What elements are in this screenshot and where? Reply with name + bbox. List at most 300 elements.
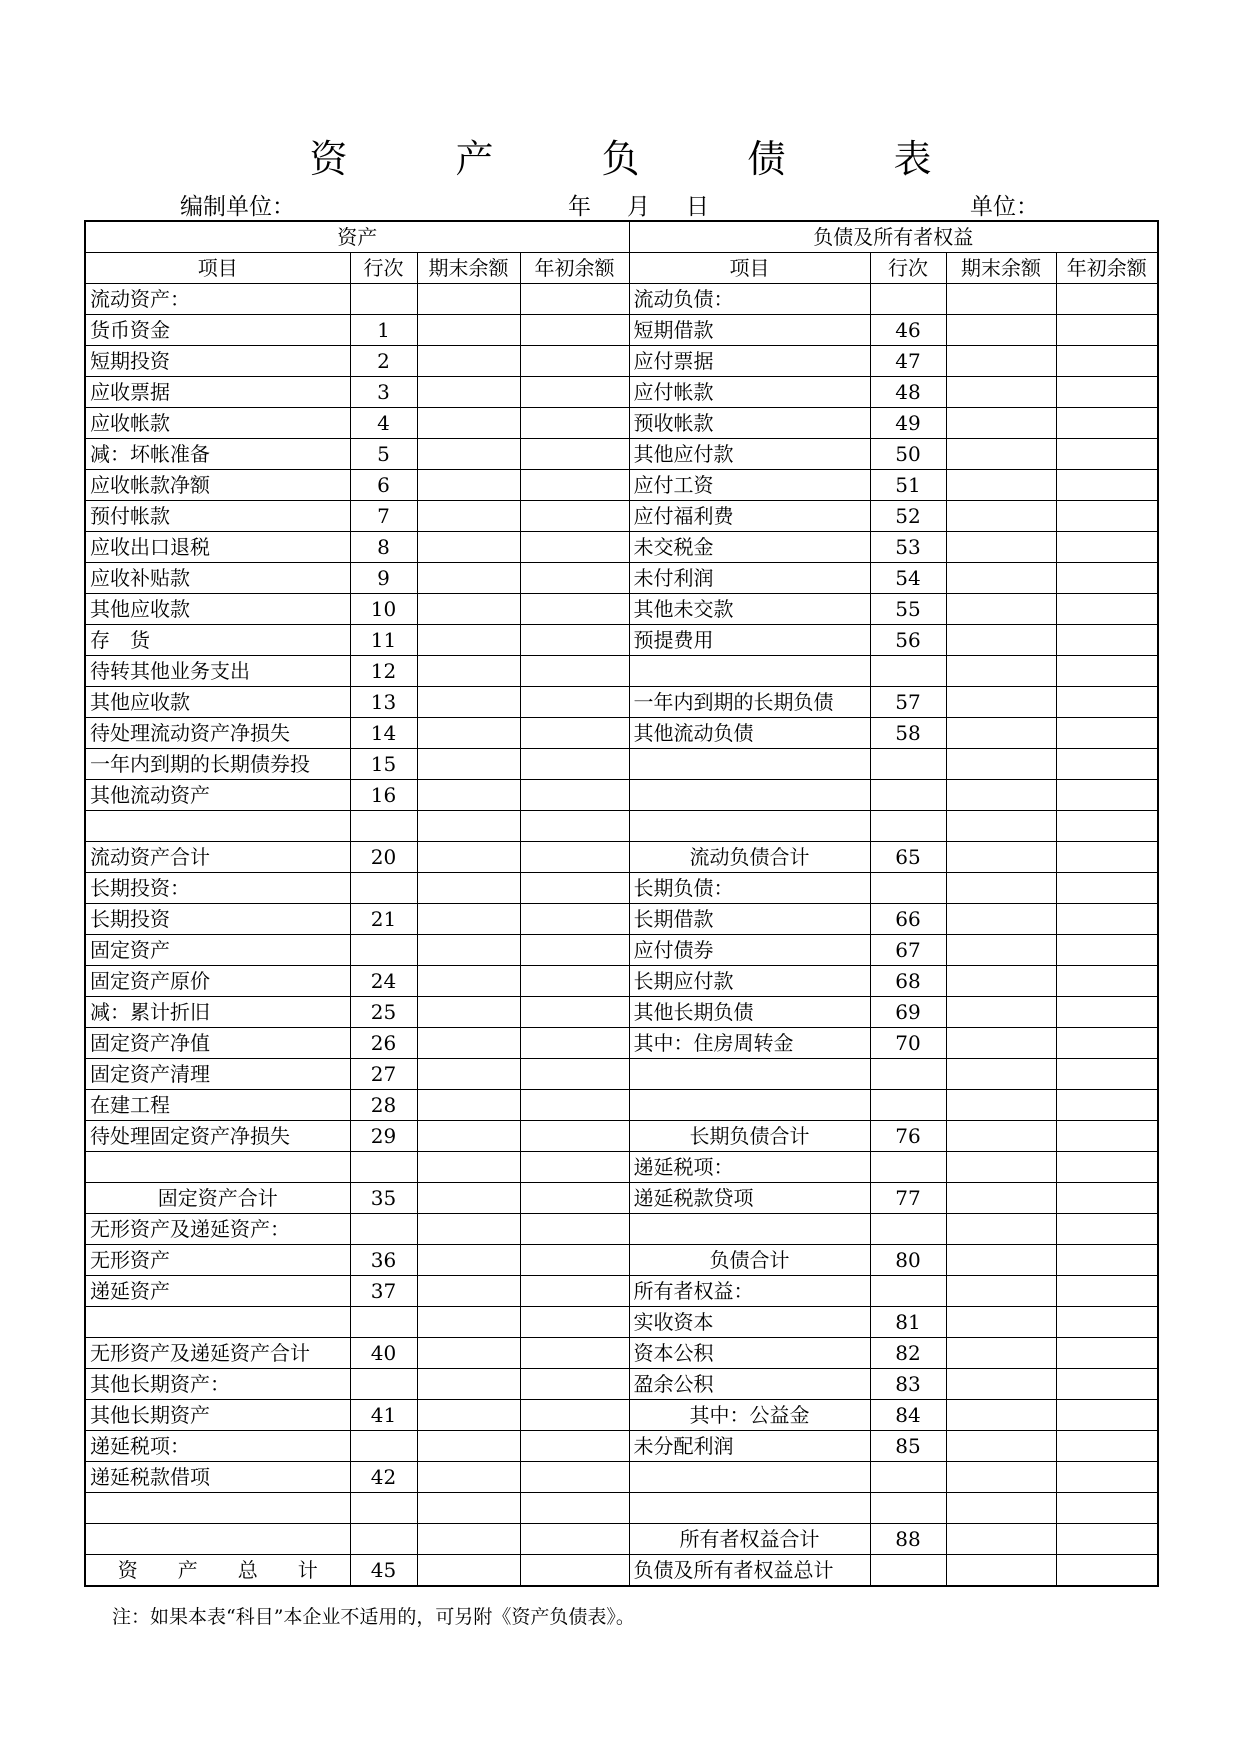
asset-end-balance[interactable] <box>417 1028 520 1059</box>
liability-line-no: 81 <box>870 1307 946 1338</box>
liability-item: 长期负债合计 <box>629 1121 870 1152</box>
liability-line-no: 69 <box>870 997 946 1028</box>
asset-end-balance[interactable] <box>417 749 520 780</box>
asset-begin-balance[interactable] <box>520 1462 629 1493</box>
liability-begin-balance[interactable] <box>1056 315 1158 346</box>
liability-end-balance[interactable] <box>946 1524 1056 1555</box>
liability-end-balance[interactable] <box>946 625 1056 656</box>
asset-end-balance[interactable] <box>417 346 520 377</box>
section-header-row <box>85 221 1158 253</box>
liability-begin-balance[interactable] <box>1056 1121 1158 1152</box>
asset-end-balance[interactable] <box>417 377 520 408</box>
asset-item: 存 货 <box>85 625 350 656</box>
asset-item: 其他应收款 <box>85 594 350 625</box>
asset-end-balance[interactable] <box>417 1214 520 1245</box>
col-header-line-no: 行次 <box>350 253 417 284</box>
liability-begin-balance[interactable] <box>1056 284 1158 315</box>
asset-end-balance[interactable] <box>417 315 520 346</box>
title-char: 产 <box>455 137 494 181</box>
liability-item: 负债合计 <box>629 1245 870 1276</box>
liability-end-balance[interactable] <box>946 966 1056 997</box>
liability-begin-balance[interactable] <box>1056 1276 1158 1307</box>
liability-line-no: 52 <box>870 501 946 532</box>
asset-end-balance[interactable] <box>417 1059 520 1090</box>
liability-begin-balance[interactable] <box>1056 439 1158 470</box>
liability-item: 其中：住房周转金 <box>629 1028 870 1059</box>
asset-item: 其他长期资产 <box>85 1400 350 1431</box>
liability-begin-balance[interactable] <box>1056 1059 1158 1090</box>
table-row <box>85 1059 1158 1090</box>
asset-line-no: 27 <box>350 1059 417 1090</box>
asset-begin-balance[interactable] <box>520 1214 629 1245</box>
liability-end-balance[interactable] <box>946 1462 1056 1493</box>
asset-begin-balance[interactable] <box>520 1555 629 1587</box>
liability-end-balance[interactable] <box>946 377 1056 408</box>
asset-end-balance[interactable] <box>417 842 520 873</box>
asset-end-balance[interactable] <box>417 1462 520 1493</box>
asset-end-balance[interactable] <box>417 1400 520 1431</box>
asset-end-balance[interactable] <box>417 1276 520 1307</box>
liability-end-balance[interactable] <box>946 873 1056 904</box>
asset-begin-balance[interactable] <box>520 1059 629 1090</box>
liability-begin-balance[interactable] <box>1056 1245 1158 1276</box>
table-row <box>85 284 1158 315</box>
asset-begin-balance[interactable] <box>520 656 629 687</box>
liability-item: 其他长期负债 <box>629 997 870 1028</box>
asset-begin-balance[interactable] <box>520 1276 629 1307</box>
liability-line-no: 54 <box>870 563 946 594</box>
asset-line-no: 25 <box>350 997 417 1028</box>
table-row <box>85 1524 1158 1555</box>
liability-begin-balance[interactable] <box>1056 966 1158 997</box>
liability-begin-balance[interactable] <box>1056 1493 1158 1524</box>
asset-begin-balance[interactable] <box>520 377 629 408</box>
liability-line-no <box>870 1090 946 1121</box>
asset-begin-balance[interactable] <box>520 346 629 377</box>
asset-end-balance[interactable] <box>417 1090 520 1121</box>
asset-begin-balance[interactable] <box>520 1431 629 1462</box>
asset-end-balance[interactable] <box>417 1338 520 1369</box>
asset-end-balance[interactable] <box>417 563 520 594</box>
table-row <box>85 935 1158 966</box>
liability-begin-balance[interactable] <box>1056 904 1158 935</box>
asset-end-balance[interactable] <box>417 966 520 997</box>
asset-begin-balance[interactable] <box>520 1307 629 1338</box>
liability-begin-balance[interactable] <box>1056 594 1158 625</box>
table-row <box>85 780 1158 811</box>
liability-begin-balance[interactable] <box>1056 1400 1158 1431</box>
liability-end-balance[interactable] <box>946 997 1056 1028</box>
liability-begin-balance[interactable] <box>1056 687 1158 718</box>
table-row <box>85 532 1158 563</box>
liability-end-balance[interactable] <box>946 1431 1056 1462</box>
asset-line-no: 20 <box>350 842 417 873</box>
asset-begin-balance[interactable] <box>520 439 629 470</box>
asset-begin-balance[interactable] <box>520 1369 629 1400</box>
liability-line-no: 55 <box>870 594 946 625</box>
asset-end-balance[interactable] <box>417 811 520 842</box>
asset-end-balance[interactable] <box>417 656 520 687</box>
table-row <box>85 563 1158 594</box>
asset-line-no <box>350 1431 417 1462</box>
asset-item: 流动资产： <box>85 284 350 315</box>
liability-begin-balance[interactable] <box>1056 780 1158 811</box>
liability-end-balance[interactable] <box>946 687 1056 718</box>
liability-end-balance[interactable] <box>946 811 1056 842</box>
asset-begin-balance[interactable] <box>520 1338 629 1369</box>
asset-end-balance[interactable] <box>417 1524 520 1555</box>
liability-end-balance[interactable] <box>946 904 1056 935</box>
liability-line-no: 68 <box>870 966 946 997</box>
asset-begin-balance[interactable] <box>520 501 629 532</box>
liability-begin-balance[interactable] <box>1056 935 1158 966</box>
table-row <box>85 1431 1158 1462</box>
liability-item: 其他流动负债 <box>629 718 870 749</box>
asset-item: 固定资产清理 <box>85 1059 350 1090</box>
asset-begin-balance[interactable] <box>520 1524 629 1555</box>
liability-end-balance[interactable] <box>946 1400 1056 1431</box>
table-row <box>85 346 1158 377</box>
table-row <box>85 997 1158 1028</box>
asset-item: 固定资产原价 <box>85 966 350 997</box>
asset-line-no <box>350 811 417 842</box>
asset-end-balance[interactable] <box>417 1245 520 1276</box>
liability-begin-balance[interactable] <box>1056 656 1158 687</box>
asset-end-balance[interactable] <box>417 1369 520 1400</box>
asset-line-no: 13 <box>350 687 417 718</box>
asset-begin-balance[interactable] <box>520 532 629 563</box>
asset-line-no: 6 <box>350 470 417 501</box>
asset-end-balance[interactable] <box>417 284 520 315</box>
assets-section-header: 资产 <box>85 221 629 253</box>
table-row <box>85 718 1158 749</box>
liability-begin-balance[interactable] <box>1056 811 1158 842</box>
asset-item: 固定资产 <box>85 935 350 966</box>
asset-line-no: 24 <box>350 966 417 997</box>
asset-begin-balance[interactable] <box>520 315 629 346</box>
liability-begin-balance[interactable] <box>1056 997 1158 1028</box>
asset-item <box>85 1152 350 1183</box>
liability-end-balance[interactable] <box>946 1369 1056 1400</box>
title-char: 负 <box>601 137 640 181</box>
liability-begin-balance[interactable] <box>1056 1307 1158 1338</box>
liability-begin-balance[interactable] <box>1056 1431 1158 1462</box>
asset-end-balance[interactable] <box>417 1183 520 1214</box>
liability-item: 流动负债合计 <box>629 842 870 873</box>
liability-line-no: 50 <box>870 439 946 470</box>
asset-line-no <box>350 1152 417 1183</box>
liability-line-no: 88 <box>870 1524 946 1555</box>
asset-begin-balance[interactable] <box>520 1121 629 1152</box>
col-header-begin-balance: 年初余额 <box>1056 253 1158 284</box>
asset-begin-balance[interactable] <box>520 1152 629 1183</box>
asset-line-no: 5 <box>350 439 417 470</box>
asset-begin-balance[interactable] <box>520 284 629 315</box>
liability-end-balance[interactable] <box>946 935 1056 966</box>
table-row <box>85 1183 1158 1214</box>
header-meta <box>180 188 1040 218</box>
col-header-begin-balance: 年初余额 <box>520 253 629 284</box>
table-row <box>85 1090 1158 1121</box>
liability-end-balance[interactable] <box>946 749 1056 780</box>
table-row <box>85 966 1158 997</box>
asset-line-no: 40 <box>350 1338 417 1369</box>
liability-begin-balance[interactable] <box>1056 1028 1158 1059</box>
asset-begin-balance[interactable] <box>520 1028 629 1059</box>
asset-line-no <box>350 284 417 315</box>
asset-line-no: 14 <box>350 718 417 749</box>
asset-end-balance[interactable] <box>417 780 520 811</box>
liability-end-balance[interactable] <box>946 315 1056 346</box>
liability-begin-balance[interactable] <box>1056 718 1158 749</box>
liability-end-balance[interactable] <box>946 780 1056 811</box>
asset-begin-balance[interactable] <box>520 749 629 780</box>
asset-end-balance[interactable] <box>417 1555 520 1587</box>
asset-begin-balance[interactable] <box>520 966 629 997</box>
liability-item <box>629 1090 870 1121</box>
liability-item: 所有者权益： <box>629 1276 870 1307</box>
liability-line-no <box>870 811 946 842</box>
asset-begin-balance[interactable] <box>520 935 629 966</box>
asset-item: 其他流动资产 <box>85 780 350 811</box>
liability-begin-balance[interactable] <box>1056 1338 1158 1369</box>
liability-begin-balance[interactable] <box>1056 1090 1158 1121</box>
asset-begin-balance[interactable] <box>520 687 629 718</box>
liability-item: 流动负债： <box>629 284 870 315</box>
asset-line-no: 28 <box>350 1090 417 1121</box>
asset-line-no: 41 <box>350 1400 417 1431</box>
asset-end-balance[interactable] <box>417 687 520 718</box>
liability-item: 预提费用 <box>629 625 870 656</box>
liability-begin-balance[interactable] <box>1056 532 1158 563</box>
liability-line-no: 80 <box>870 1245 946 1276</box>
title-char: 资 <box>309 137 348 181</box>
title-char: 债 <box>747 137 786 181</box>
asset-line-no: 1 <box>350 315 417 346</box>
liability-item: 资本公积 <box>629 1338 870 1369</box>
table-row <box>85 594 1158 625</box>
liability-item: 实收资本 <box>629 1307 870 1338</box>
table-row <box>85 873 1158 904</box>
liability-end-balance[interactable] <box>946 284 1056 315</box>
liability-line-no: 70 <box>870 1028 946 1059</box>
asset-line-no: 10 <box>350 594 417 625</box>
liability-begin-balance[interactable] <box>1056 1369 1158 1400</box>
liability-end-balance[interactable] <box>946 1493 1056 1524</box>
asset-end-balance[interactable] <box>417 532 520 563</box>
table-row <box>85 1462 1158 1493</box>
liability-end-balance[interactable] <box>946 1152 1056 1183</box>
asset-begin-balance[interactable] <box>520 563 629 594</box>
liability-end-balance[interactable] <box>946 532 1056 563</box>
asset-item: 流动资产合计 <box>85 842 350 873</box>
asset-line-no: 2 <box>350 346 417 377</box>
liability-item: 应付帐款 <box>629 377 870 408</box>
table-row <box>85 315 1158 346</box>
liability-item: 盈余公积 <box>629 1369 870 1400</box>
liability-begin-balance[interactable] <box>1056 501 1158 532</box>
liability-begin-balance[interactable] <box>1056 377 1158 408</box>
asset-end-balance[interactable] <box>417 625 520 656</box>
asset-line-no: 15 <box>350 749 417 780</box>
title-char: 表 <box>893 137 932 181</box>
asset-line-no <box>350 1493 417 1524</box>
liability-end-balance[interactable] <box>946 1028 1056 1059</box>
liability-begin-balance[interactable] <box>1056 346 1158 377</box>
liability-line-no <box>870 1555 946 1587</box>
liability-item <box>629 1059 870 1090</box>
asset-end-balance[interactable] <box>417 904 520 935</box>
table-row <box>85 501 1158 532</box>
liability-begin-balance[interactable] <box>1056 749 1158 780</box>
asset-end-balance[interactable] <box>417 935 520 966</box>
asset-end-balance[interactable] <box>417 1307 520 1338</box>
asset-end-balance[interactable] <box>417 1121 520 1152</box>
asset-begin-balance[interactable] <box>520 1400 629 1431</box>
liability-line-no: 57 <box>870 687 946 718</box>
liability-line-no <box>870 656 946 687</box>
liability-end-balance[interactable] <box>946 470 1056 501</box>
asset-begin-balance[interactable] <box>520 997 629 1028</box>
asset-begin-balance[interactable] <box>520 1183 629 1214</box>
liability-line-no <box>870 1152 946 1183</box>
liability-item: 应付票据 <box>629 346 870 377</box>
liability-line-no <box>870 1493 946 1524</box>
asset-begin-balance[interactable] <box>520 408 629 439</box>
balance-sheet-table <box>84 220 1159 1587</box>
asset-line-no <box>350 1307 417 1338</box>
liability-begin-balance[interactable] <box>1056 408 1158 439</box>
preparer-label: 编制单位： <box>180 194 295 220</box>
liability-begin-balance[interactable] <box>1056 1555 1158 1587</box>
liability-end-balance[interactable] <box>946 1338 1056 1369</box>
asset-item: 递延税项： <box>85 1431 350 1462</box>
asset-begin-balance[interactable] <box>520 904 629 935</box>
asset-line-no <box>350 873 417 904</box>
liability-end-balance[interactable] <box>946 439 1056 470</box>
asset-line-no: 9 <box>350 563 417 594</box>
asset-line-no: 45 <box>350 1555 417 1587</box>
asset-begin-balance[interactable] <box>520 1090 629 1121</box>
asset-end-balance[interactable] <box>417 997 520 1028</box>
asset-begin-balance[interactable] <box>520 594 629 625</box>
asset-begin-balance[interactable] <box>520 1245 629 1276</box>
liability-line-no: 85 <box>870 1431 946 1462</box>
liability-end-balance[interactable] <box>946 408 1056 439</box>
asset-line-no: 37 <box>350 1276 417 1307</box>
liability-item: 长期负债： <box>629 873 870 904</box>
liability-begin-balance[interactable] <box>1056 625 1158 656</box>
liability-end-balance[interactable] <box>946 1555 1056 1587</box>
asset-line-no: 26 <box>350 1028 417 1059</box>
asset-item: 长期投资： <box>85 873 350 904</box>
table-row <box>85 1555 1158 1587</box>
currency-unit-label: 单位： <box>970 194 1039 220</box>
asset-begin-balance[interactable] <box>520 811 629 842</box>
asset-end-balance[interactable] <box>417 1431 520 1462</box>
asset-item: 应收帐款净额 <box>85 470 350 501</box>
liability-end-balance[interactable] <box>946 1059 1056 1090</box>
liability-end-balance[interactable] <box>946 346 1056 377</box>
asset-begin-balance[interactable] <box>520 470 629 501</box>
liability-end-balance[interactable] <box>946 1183 1056 1214</box>
liability-end-balance[interactable] <box>946 656 1056 687</box>
asset-item <box>85 811 350 842</box>
table-row <box>85 1369 1158 1400</box>
table-row <box>85 1493 1158 1524</box>
table-row <box>85 842 1158 873</box>
asset-end-balance[interactable] <box>417 470 520 501</box>
liability-begin-balance[interactable] <box>1056 1214 1158 1245</box>
liability-end-balance[interactable] <box>946 1214 1056 1245</box>
asset-item: 待处理固定资产净损失 <box>85 1121 350 1152</box>
liability-line-no: 48 <box>870 377 946 408</box>
liability-begin-balance[interactable] <box>1056 873 1158 904</box>
liability-end-balance[interactable] <box>946 718 1056 749</box>
asset-end-balance[interactable] <box>417 718 520 749</box>
liability-end-balance[interactable] <box>946 501 1056 532</box>
liability-line-no <box>870 1276 946 1307</box>
liability-begin-balance[interactable] <box>1056 1183 1158 1214</box>
asset-item: 货币资金 <box>85 315 350 346</box>
asset-item <box>85 1524 350 1555</box>
asset-end-balance[interactable] <box>417 439 520 470</box>
liability-begin-balance[interactable] <box>1056 1462 1158 1493</box>
asset-end-balance[interactable] <box>417 501 520 532</box>
asset-line-no <box>350 1524 417 1555</box>
asset-item: 预付帐款 <box>85 501 350 532</box>
asset-end-balance[interactable] <box>417 1493 520 1524</box>
asset-end-balance[interactable] <box>417 873 520 904</box>
liability-begin-balance[interactable] <box>1056 470 1158 501</box>
liability-item: 递延税款贷项 <box>629 1183 870 1214</box>
liability-line-no: 47 <box>870 346 946 377</box>
asset-begin-balance[interactable] <box>520 1493 629 1524</box>
liability-end-balance[interactable] <box>946 1090 1056 1121</box>
liability-item: 应付债券 <box>629 935 870 966</box>
asset-begin-balance[interactable] <box>520 718 629 749</box>
asset-begin-balance[interactable] <box>520 873 629 904</box>
asset-end-balance[interactable] <box>417 1152 520 1183</box>
liability-begin-balance[interactable] <box>1056 842 1158 873</box>
asset-line-no: 29 <box>350 1121 417 1152</box>
liability-end-balance[interactable] <box>946 594 1056 625</box>
liability-item: 递延税项： <box>629 1152 870 1183</box>
liability-begin-balance[interactable] <box>1056 563 1158 594</box>
liability-end-balance[interactable] <box>946 842 1056 873</box>
liability-item: 其中：公益金 <box>629 1400 870 1431</box>
liability-end-balance[interactable] <box>946 1276 1056 1307</box>
asset-line-no: 7 <box>350 501 417 532</box>
liability-end-balance[interactable] <box>946 1121 1056 1152</box>
liability-end-balance[interactable] <box>946 1307 1056 1338</box>
asset-begin-balance[interactable] <box>520 780 629 811</box>
liability-end-balance[interactable] <box>946 563 1056 594</box>
liability-item: 预收帐款 <box>629 408 870 439</box>
asset-end-balance[interactable] <box>417 408 520 439</box>
asset-end-balance[interactable] <box>417 594 520 625</box>
liability-line-no: 56 <box>870 625 946 656</box>
asset-begin-balance[interactable] <box>520 842 629 873</box>
asset-line-no <box>350 1369 417 1400</box>
asset-begin-balance[interactable] <box>520 625 629 656</box>
liability-begin-balance[interactable] <box>1056 1524 1158 1555</box>
asset-item: 资 产 总 计 <box>85 1555 350 1587</box>
liability-line-no <box>870 780 946 811</box>
liability-item: 未付利润 <box>629 563 870 594</box>
liability-begin-balance[interactable] <box>1056 1152 1158 1183</box>
liability-end-balance[interactable] <box>946 1245 1056 1276</box>
